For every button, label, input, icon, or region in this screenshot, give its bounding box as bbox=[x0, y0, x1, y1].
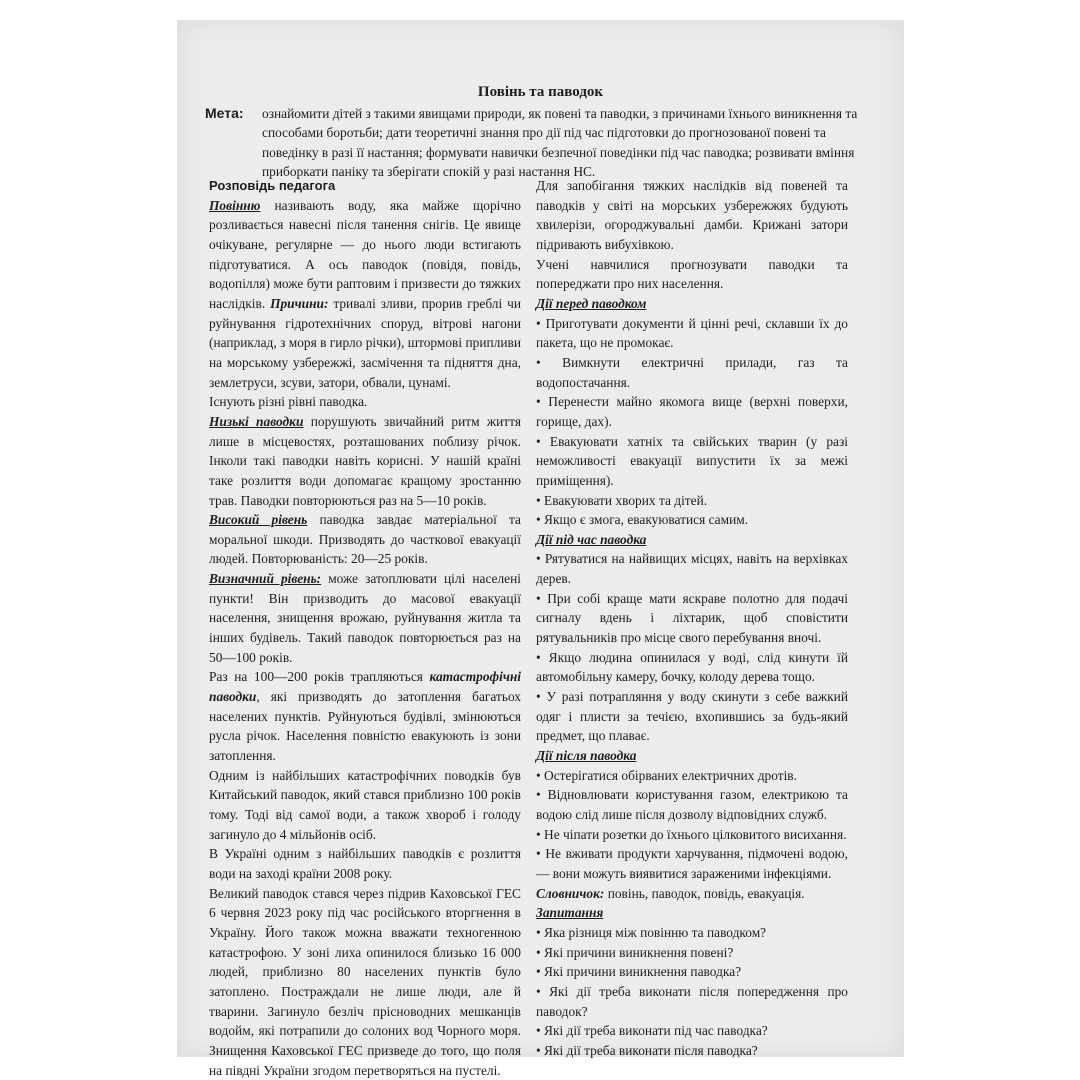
list-item: • Якщо людина опинилася у воді, слід кинути їй автомобільну камеру, бочку, колоду дерева тощо. bbox=[536, 649, 848, 685]
text: порушують звичайний ритм життя лише в місцевостях, розташованих поблизу річок. Інколи такі паводки навіть корисні. У нашій країні таке розлиття води допомагає кращому зростанню трав. Паводки повторюються раз на 5—10 років. bbox=[209, 413, 521, 508]
left-column bbox=[209, 176, 521, 1080]
paragraph-levels: Існують різні рівні паводка. bbox=[209, 394, 368, 410]
paragraph-prevention: Для запобігання тяжких наслідків від повеней та паводків у світі на морських узбережжях будують хвилерізи, огороджувальні дамби. Крижані затори підривають вибухівкою. bbox=[536, 178, 848, 252]
paragraph-notable-level bbox=[209, 569, 521, 667]
paragraph-china-flood: Одним із найбільших катастрофічних поводків був Китайський паводок, який стався приблизно 100 років тому. Тоді від самої води, а також хвороб і голоду загинуло до 4 мільйонів осіб. bbox=[209, 767, 521, 842]
list-item: • Не вживати продукти харчування, підмочені водою, — вони можуть виявитися зараженими інфекціями. bbox=[536, 846, 848, 881]
text: може затоплювати цілі населені пункти! Він призводить до масової евакуації населення, знищення врожаю, руйнування житла та інших будівель. Такий паводок повторюється раз на 50—100 років. bbox=[209, 571, 522, 665]
text: , які призводять до затоплення багатьох населених пунктів. Руйнуються будівлі, змінюються русла річок. Населення повністю евакуюють із зони затоплення. bbox=[209, 689, 521, 764]
paragraph-catastrophic bbox=[209, 667, 521, 765]
question-item: • Які дії треба виконати після паводка? bbox=[536, 1042, 758, 1058]
list-item: • Відновлювати користування газом, електрикою та водою слід лише після дозволу відповідних служб. bbox=[536, 787, 848, 822]
section-heading-teacher-story: Розповідь педагога bbox=[209, 178, 336, 193]
term-notable-level: Визначний рівень: bbox=[209, 571, 322, 587]
document-page bbox=[177, 20, 904, 1078]
question-item: • Які причини виникнення повені? bbox=[536, 944, 734, 960]
list-item: • Вимкнути електричні прилади, газ та водопостачання. bbox=[536, 354, 848, 390]
vocabulary bbox=[536, 884, 848, 904]
list-item: • Перенести майно якомога вище (верхні поверхи, горище, дах). bbox=[536, 394, 848, 429]
question-item: • Які дії треба виконати після попередження про паводок? bbox=[536, 983, 848, 1019]
paragraph-flood-definition bbox=[209, 196, 521, 393]
question-item: • Яка різниця між повінню та паводком? bbox=[536, 924, 767, 940]
paragraph-forecast: Учені навчилися прогнозувати паводки та попереджати про них населення. bbox=[536, 256, 848, 292]
paragraph-kakhovka: Великий паводок стався через підрив Каховської ГЕС 6 червня 2023 року під час російського вторгнення в Україну. Його також можна вважати техногенною катастрофою. У зоні лиха опинилося близько 16 000 людей, приблизно 80 населених пунктів було затоплено. Постраждали не лише люди, але й тварини. Загинуло безліч прісноводних мешканців водойм, які потрапили до солоних вод Чорного моря. Знищення Каховської ГЕС призведе до того, що поля на півдні України згодом перетворяться на пустелі. bbox=[209, 885, 521, 1078]
list-item: • Рятуватися на найвищих місцях, навіть на верхівках дерев. bbox=[536, 551, 848, 587]
list-item: • При собі краще мати яскраве полотно для подачі сигналу вдень і ліхтарик, щоб сповістити рятувальників про місце свого перебування вночі. bbox=[536, 590, 848, 646]
list-item: • Приготувати документи й цінні речі, склавши їх до пакета, що не промокає. bbox=[536, 315, 848, 351]
term-catastrophic: катастрофічні паводки bbox=[209, 669, 521, 705]
goal-label: Мета: bbox=[205, 105, 244, 121]
heading-during-flood: Дії під час паводка bbox=[536, 531, 647, 547]
list-item: • Евакуювати хатніх та свійських тварин (у разі неможливості евакуації випустити їх за межі приміщення). bbox=[536, 433, 848, 488]
vocab-text: повінь, паводок, повідь, евакуація. bbox=[604, 885, 805, 901]
paragraph-high-level bbox=[209, 510, 521, 569]
question-item: • Які причини виникнення паводка? bbox=[536, 964, 742, 980]
right-column bbox=[536, 176, 848, 1061]
list-item: • Не чіпати розетки до їхнього цілковитого висихання. bbox=[536, 826, 847, 842]
vocab-label: Словничок: bbox=[536, 885, 605, 901]
paragraph-low-floods bbox=[209, 412, 521, 510]
question-item: • Які дії треба виконати під час паводка? bbox=[536, 1023, 768, 1039]
text: тривалі зливи, прорив греблі чи руйнування гідротехнічних споруд, вітрові нагони (наприклад, з моря в гирло річки), штормові припливи на морському узбережжі, засмічення та підняття дна, землетруси, зсуви, затори, обвали, цунамі. bbox=[209, 295, 521, 390]
term-low-floods: Низькі паводки bbox=[209, 413, 304, 429]
list-item: • Остерігатися обірваних електричних дротів. bbox=[536, 767, 797, 783]
heading-questions: Запитання bbox=[536, 905, 604, 921]
list-item: • У разі потрапляння у воду скинути з себе важкий одяг і плисти за течією, вхопившись за будь-який предмет, що плаває. bbox=[536, 689, 848, 744]
text: паводка завдає матеріальної та моральної шкоди. Призводять до часткової евакуації людей. Повторюваність: 20—25 років. bbox=[209, 512, 521, 567]
text: Раз на 100—200 років трапляються bbox=[209, 669, 430, 685]
heading-after-flood: Дії після паводка bbox=[536, 748, 637, 764]
text: називають воду, яка майже щорічно розливається навесні після танення снігів. Це явище очікуване, регулярне — до нього люди встигають підготуватися. А ось паводок (повідя, повідь, водопілля) може бути раптовим і призвести до тяжких наслідків. bbox=[209, 197, 521, 311]
term-causes: Причини: bbox=[270, 295, 329, 311]
term-povin: Повінню bbox=[209, 197, 261, 213]
term-high-level: Високий рівень bbox=[209, 512, 308, 528]
list-item: • Евакуювати хворих та дітей. bbox=[536, 492, 708, 508]
goal-text: ознайомити дітей з такими явищами природи, як повені та паводки, з причинами їхнього виникнення та способами боротьби; дати теоретичні знання про дії під час підготовки до прогнозованої повені та поведінку в разі її настання; формувати навички безпечної поведінки під час паводка; розвивати вміння приборкати паніку та зберігати спокій у разі настання НС. bbox=[262, 106, 858, 179]
page-title: Повінь та паводок bbox=[477, 84, 604, 100]
heading-before-flood: Дії перед паводком bbox=[536, 295, 647, 311]
goal-block bbox=[205, 104, 875, 181]
paragraph-ukraine-2008: В Україні одним з найбільших паводків є розлиття води на заході країни 2008 року. bbox=[209, 846, 521, 881]
list-item: • Якщо є змога, евакуюватися самим. bbox=[536, 512, 749, 528]
